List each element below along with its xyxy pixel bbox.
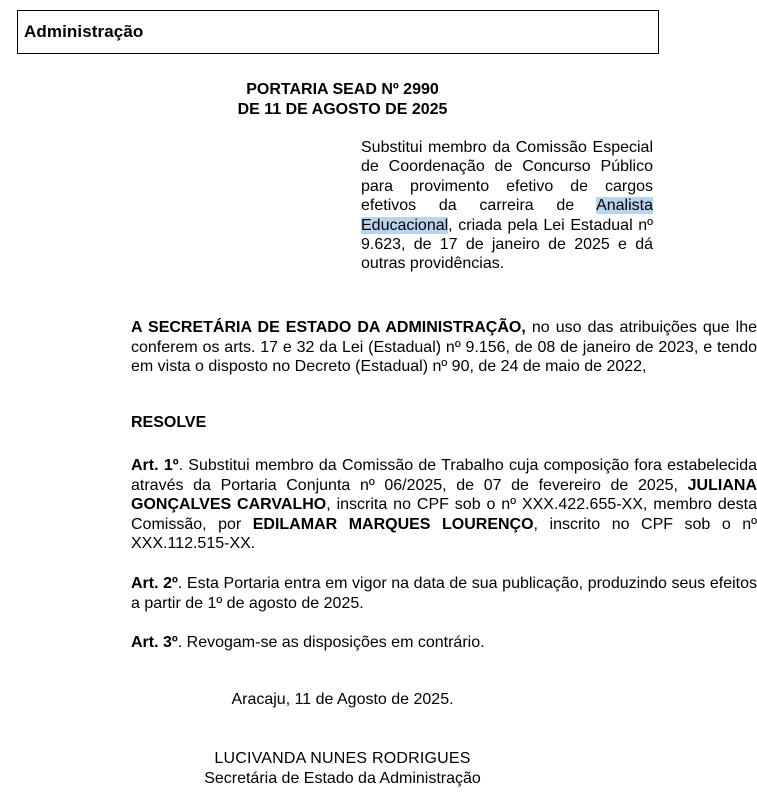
article-2-text: . Esta Portaria entra em vigor na data de sua publicação, produzindo seus efeitos a partir de 1º de agosto de 2025. [131,575,757,612]
article-3 [27,633,757,653]
article-3-label: Art. 3º [131,634,178,651]
signatory-role: Secretária de Estado da Administração [204,770,481,787]
ementa-text-start: Substitui membro da Comissão Especial de Coordenação de Concurso Público para provimento efetivo de cargos efetivos da carreira de [361,139,653,215]
signatory-name: LUCIVANDA NUNES RODRIGUES [214,750,471,767]
resolve-heading: RESOLVE [131,414,207,431]
article-1-text-a: . Substitui membro da Comissão de Trabalho cuja composição fora estabelecida através da Portaria Conjunta nº 06/2025, de 07 de fevereiro de 2025, [131,457,757,494]
portaria-date-title: DE 11 DE AGOSTO DE 2025 [237,101,448,118]
article-3-text: . Revogam-se as disposições em contrário. [177,634,485,651]
preamble-paragraph [27,318,757,377]
preamble-text: no uso das atribuições que lhe conferem os arts. 17 e 32 da Lei (Estadual) nº 9.156, de 08 de janeiro de 2023, e tendo em vista o disposto no Decreto (Estadual) nº 90, de 24 de maio de 2022, [131,319,757,376]
place-date: Aracaju, 11 de Agosto de 2025. [231,691,454,708]
ementa-paragraph [361,138,653,274]
article-1-name-out: JULIANA GONÇALVES CARVALHO [131,476,757,514]
ementa-highlighted-text[interactable]: Analista Educacional [361,197,653,234]
article-1-name-in: EDILAMAR MARQUES LOURENÇO [252,515,534,533]
article-1 [27,456,757,554]
section-header-box [17,10,659,54]
preamble-authority: A SECRETÁRIA DE ESTADO DA ADMINISTRAÇÃO, [131,319,526,336]
article-2 [27,574,757,613]
article-2-label: Art. 2º [131,575,178,592]
portaria-title: PORTARIA SEAD Nº 2990 [246,81,439,98]
article-1-label: Art. 1º [131,457,179,474]
article-1-text-c: , inscrito no CPF sob o nº XXX.112.515-XX. [131,515,757,553]
section-title: Administração [24,22,144,41]
ementa-text-end: , criada pela Lei Estadual nº 9.623, de 17 de janeiro de 2025 e dá outras providências. [361,216,653,273]
article-1-text-b: , inscrita no CPF sob o nº XXX.422.655-XX, membro desta Comissão, por [131,496,757,533]
